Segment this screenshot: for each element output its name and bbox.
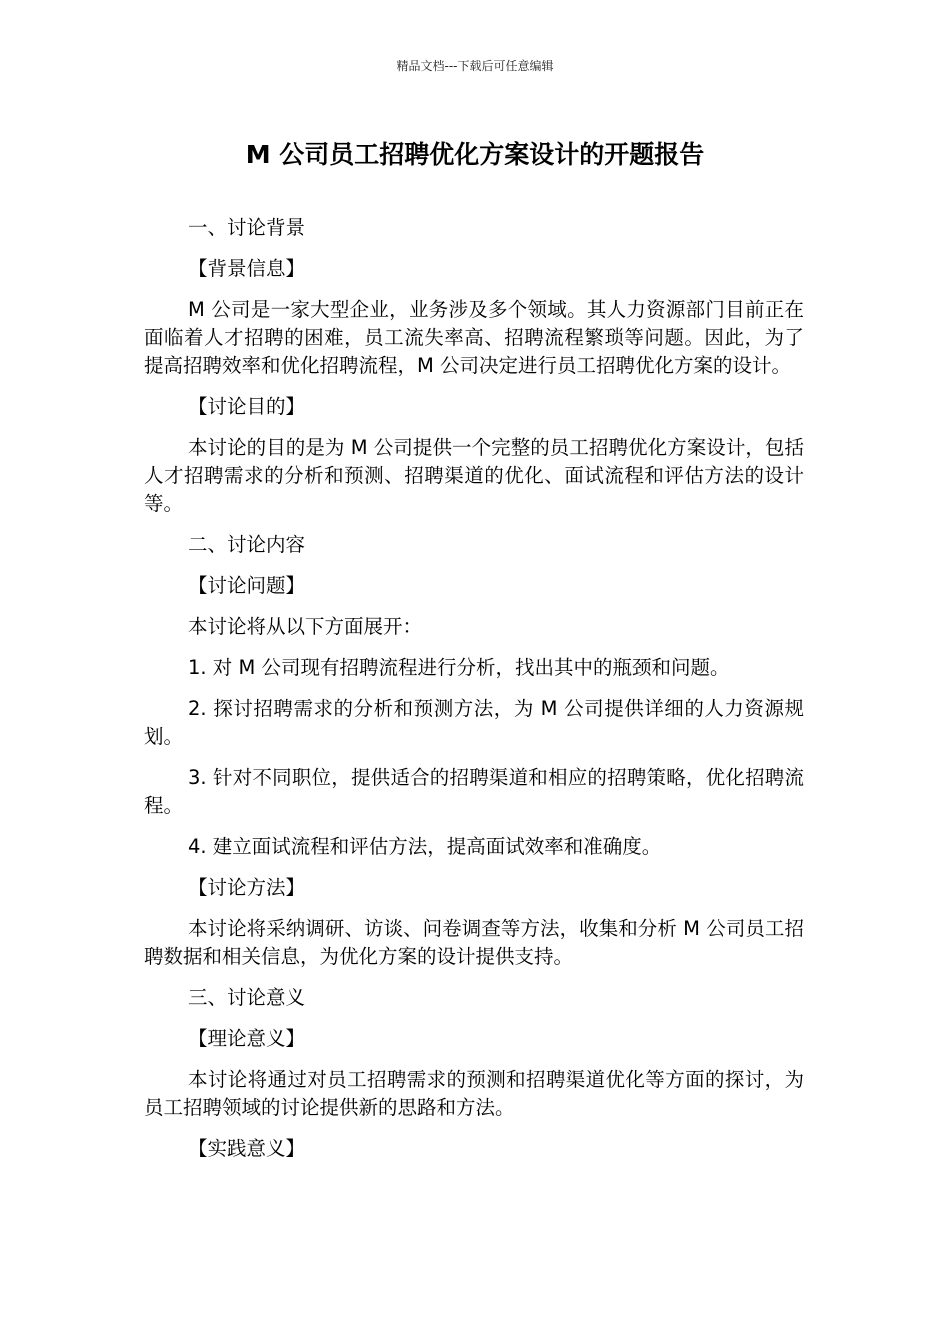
paragraph-background-text: M 公司是一家大型企业，业务涉及多个领域。其人力资源部门目前正在面临着人才招聘的困难，员工流失率高、招聘流程繁琐等问题。因此，为了提高招聘效率和优化招聘流程，M 公司决定进行员工招聘优化方案的设计。	[144, 298, 804, 377]
document-body	[144, 214, 804, 1176]
paragraph-method-text: 本讨论将采纳调研、访谈、问卷调查等方法，收集和分析 M 公司员工招聘数据和相关信息，为优化方案的设计提供支持。	[144, 917, 804, 968]
subheading-method: 【讨论方法】	[188, 876, 306, 899]
page-header: 精品文档---下载后可任意编辑	[396, 59, 554, 73]
subheading-background-info: 【背景信息】	[188, 257, 306, 280]
document-title: M 公司员工招聘优化方案设计的开题报告	[245, 140, 705, 169]
list-item-2: 2. 探讨招聘需求的分析和预测方法，为 M 公司提供详细的人力资源规划。	[144, 697, 804, 748]
section-heading-background: 一、讨论背景	[188, 216, 306, 239]
subheading-theoretical: 【理论意义】	[188, 1027, 306, 1050]
section-heading-significance: 三、讨论意义	[188, 986, 306, 1009]
subheading-questions: 【讨论问题】	[188, 574, 306, 597]
subheading-purpose: 【讨论目的】	[188, 395, 306, 418]
section-heading-content: 二、讨论内容	[188, 533, 306, 556]
paragraph-questions-intro: 本讨论将从以下方面展开：	[188, 615, 423, 638]
subheading-practical: 【实践意义】	[188, 1137, 306, 1160]
paragraph-purpose-text: 本讨论的目的是为 M 公司提供一个完整的员工招聘优化方案设计，包括人才招聘需求的分析和预测、招聘渠道的优化、面试流程和评估方法的设计等。	[144, 436, 804, 515]
list-item-3: 3. 针对不同职位，提供适合的招聘渠道和相应的招聘策略，优化招聘流程。	[144, 766, 804, 817]
list-item-1: 1. 对 M 公司现有招聘流程进行分析，找出其中的瓶颈和问题。	[188, 656, 730, 679]
paragraph-theoretical-text: 本讨论将通过对员工招聘需求的预测和招聘渠道优化等方面的探讨，为员工招聘领域的讨论提供新的思路和方法。	[144, 1068, 804, 1119]
list-item-4: 4. 建立面试流程和评估方法，提高面试效率和准确度。	[188, 835, 662, 858]
